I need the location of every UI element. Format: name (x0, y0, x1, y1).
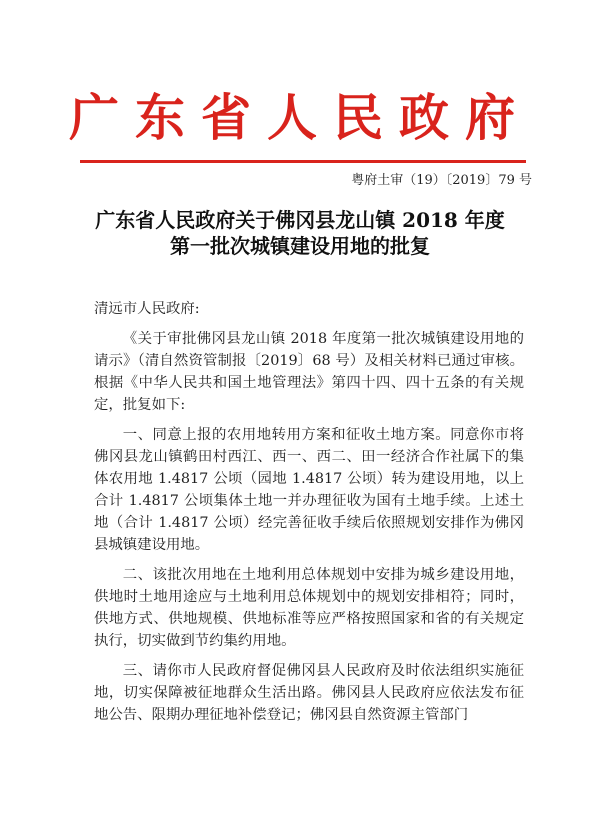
document-number: 粤府土审（19）〔2019〕79 号 (351, 173, 532, 188)
document-body (94, 298, 524, 734)
addressee: 清远市人民政府: (94, 301, 200, 317)
paragraph-item-3: 三、请你市人民政府督促佛冈县人民政府及时依法组织实施征地，切实保障被征地群众生活出路。佛冈县人民政府应依法发布征地公告、限期办理征地补偿登记；佛冈县自然资源主管部门 (94, 663, 524, 723)
title-line-2: 第一批次城镇建设用地的批复 (170, 234, 430, 258)
paragraph-item-1: 一、同意上报的农用地转用方案和征收土地方案。同意你市将佛冈县龙山镇鹤田村西江、西一、西二、田一经济合作社属下的集体农用地 1.4817 公顷（园地 1.4817 公顷）转为建设用地，以上合计 1.4817 公顷集体土地一并办理征收为国有土地手续。上述土地（合计 1.4817 公顷）经完善征收手续后依照规划安排作为佛冈县城镇建设用地。 (94, 427, 524, 553)
issuer-masthead: 广东省人民政府 (69, 88, 531, 147)
document-title (0, 207, 600, 259)
title-line-1: 广东省人民政府关于佛冈县龙山镇 2018 年度 (95, 208, 505, 232)
paragraph-item-2: 二、该批次用地在土地利用总体规划中安排为城乡建设用地，供地时土地用途应与土地利用总体规划中的规划安排相符；同时，供地方式、供地规模、供地标准等应严格按照国家和省的有关规定执行，切实做到节约集约用地。 (94, 567, 524, 649)
paragraph-intro: 《关于审批佛冈县龙山镇 2018 年度第一批次城镇建设用地的请示》（清自然资管制报〔2019〕68 号）及相关材料已通过审核。根据《中华人民共和国土地管理法》第四十四、四十五条的有关规定，批复如下: (94, 331, 524, 413)
red-separator-line (80, 160, 526, 163)
